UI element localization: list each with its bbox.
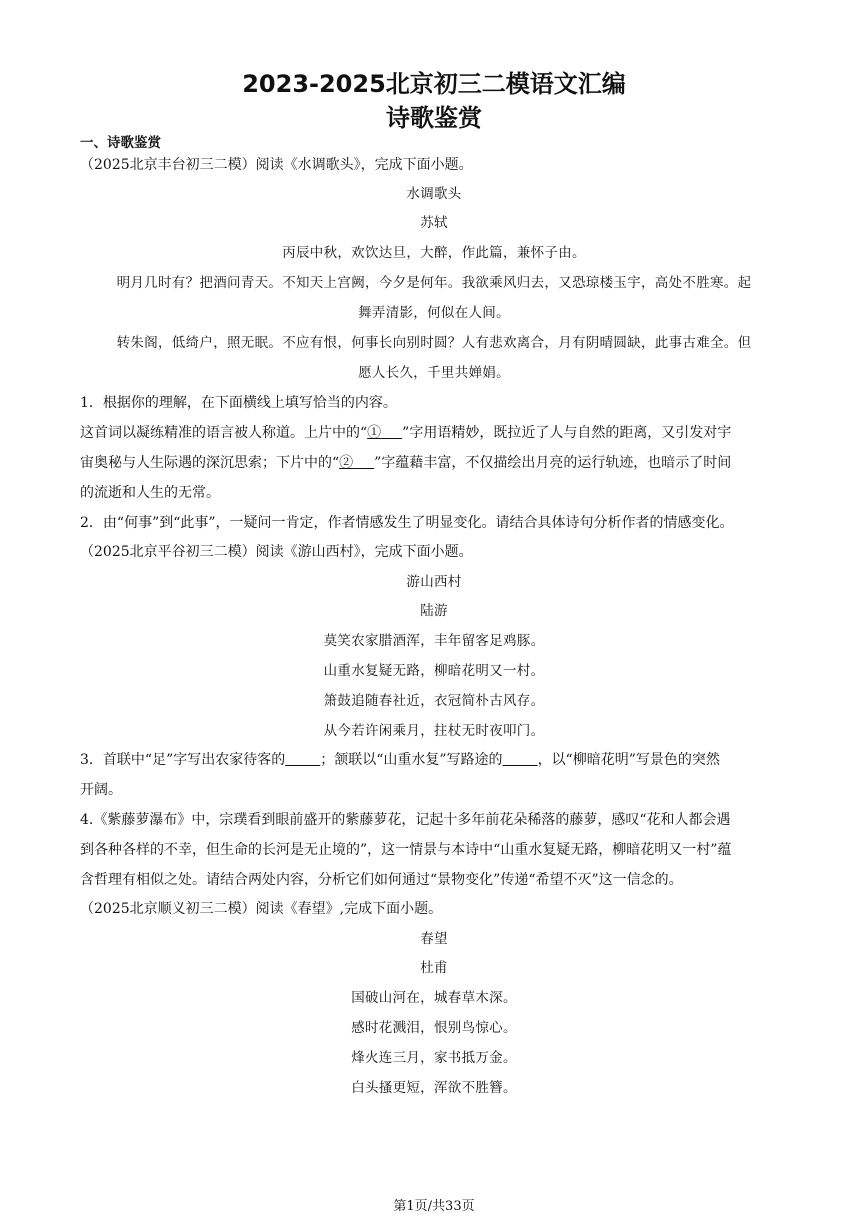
poem1-stanza1-line-b: 舞弄清影，何似在人间。 [358,305,510,321]
answer-blank-3 [285,752,320,768]
document-subtitle: 诗歌鉴赏 [386,104,482,132]
group1-intro: （2025北京丰台初三二模）阅读《水调歌头》，完成下面小题。 [80,157,473,173]
answer-blank-2 [339,455,374,471]
question-1-prompt: 1．根据你的理解，在下面横线上填写恰当的内容。 [80,395,397,411]
poem1-stanza2-line-b: 愿人长久，千里共婵娟。 [358,365,510,381]
question-3-line-1 [80,750,720,770]
page-footer: 第1页/共33页 [393,1199,475,1214]
answer-blank-4 [503,752,538,768]
question-1-line-3: 的流逝和人生的无常。 [80,485,220,501]
question-2: 2．由“何事”到“此事”，一疑问一肯定，作者情感发生了明显变化。请结合具体诗句分析作者的情感变化。 [80,515,734,531]
question-1-text: 宙奥秘与人生际遇的深沉思索；下片中的“ [80,455,340,471]
poem1-preface: 丙辰中秋，欢饮达旦，大醉，作此篇，兼怀子由。 [282,245,586,261]
poem3-line: 国破山河在，城春草木深。 [351,990,517,1006]
question-3-text: 3．首联中“足”字写出农家待客的 [80,752,286,768]
poem1-stanza1-line-a: 明月几时有？把酒问青天。不知天上宫阙，今夕是何年。我欲乘风归去，又恐琼楼玉宇，高处不胜寒。起 [116,275,752,291]
question-3-text: ；颔联以“山重水复”写路途的 [320,752,503,768]
poem3-line: 白头搔更短，浑欲不胜簪。 [351,1080,517,1096]
document-title: 2023-2025北京初三二模语文汇编 [242,70,626,98]
section-heading: 一、诗歌鉴赏 [80,135,161,151]
poem3-author: 杜甫 [420,960,448,976]
group2-intro: （2025北京平谷初三二模）阅读《游山西村》，完成下面小题。 [80,544,473,560]
question-4-line-2: 到各种各样的不幸，但生命的长河是无止境的”，这一情景与本诗中“山重水复疑无路，柳暗花明又一村”蕴 [80,842,732,858]
poem3-line: 感时花溅泪，恨别鸟惊心。 [351,1020,517,1036]
poem1-author: 苏轼 [420,215,448,231]
question-3-text: ，以“柳暗花明”写景色的突然 [537,752,720,768]
poem2-author: 陆游 [420,603,448,619]
poem3-title: 春望 [420,931,448,947]
poem1-title: 水调歌头 [406,186,462,202]
poem2-line: 箫鼓追随春社近，衣冠简朴古风存。 [323,693,545,709]
answer-blank-1 [367,425,402,441]
poem2-line: 莫笑农家腊酒浑，丰年留客足鸡豚。 [323,633,545,649]
question-1-line-2 [80,453,731,473]
question-3-line-2: 开阔。 [80,782,122,798]
answer-blank-2-label: ② [339,455,354,471]
question-4-line-3: 含哲理有相似之处。请结合两处内容，分析它们如何通过“景物变化”传递“希望不灭”这一信念的。 [80,872,683,888]
poem3-line: 烽火连三月，家书抵万金。 [351,1050,517,1066]
poem2-line: 山重水复疑无路，柳暗花明又一村。 [323,663,545,679]
answer-blank-1-label: ① [367,425,382,441]
group3-intro: （2025北京顺义初三二模）阅读《春望》,完成下面小题。 [80,901,443,917]
poem2-title: 游山西村 [406,574,462,590]
poem1-stanza2-line-a: 转朱阁，低绮户，照无眠。不应有恨，何事长向别时圆？人有悲欢离合，月有阴晴圆缺，此事古难全。但 [116,335,752,351]
question-4-line-1: 4.《紫藤萝瀑布》中，宗璞看到眼前盛开的紫藤萝花，记起十多年前花朵稀落的藤萝，感叹“花和人都会遇 [80,812,731,828]
question-1-line-1 [80,423,731,443]
question-1-text: ”字用语精妙，既拉近了人与自然的距离，又引发对宇 [402,425,732,441]
poem2-line: 从今若许闲乘月，拄杖无时夜叩门。 [323,723,545,739]
question-1-text: ”字蕴藉丰富，不仅描绘出月亮的运行轨迹，也暗示了时间 [374,455,732,471]
question-1-text: 这首词以凝练精准的语言被人称道。上片中的“ [80,425,368,441]
